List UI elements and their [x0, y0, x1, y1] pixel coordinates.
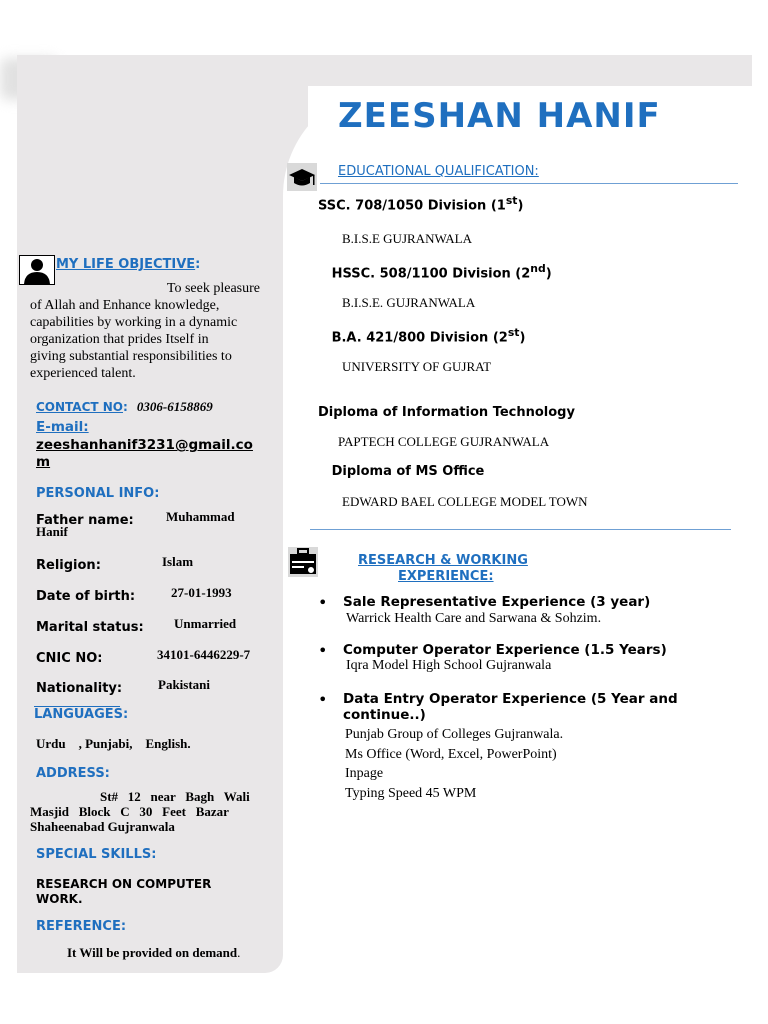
- personal-info-heading: PERSONAL INFO:: [36, 486, 160, 501]
- skills-heading: SPECIAL SKILLS:: [36, 847, 157, 862]
- candidate-name: ZEESHAN HANIF: [338, 96, 661, 136]
- education-heading: EDUCATIONAL QUALIFICATION:: [338, 164, 539, 179]
- education-institute: EDWARD BAEL COLLEGE MODEL TOWN: [342, 494, 588, 509]
- education-institute: B.I.S.E. GUJRANWALA: [342, 295, 476, 310]
- education-item: HSSC. 508/1100 Division (2nd): [331, 262, 552, 282]
- graduation-cap-icon: [287, 163, 317, 195]
- father-row: Father name: Muhammad: [36, 509, 235, 528]
- nationality-row: Nationality: Pakistani: [36, 677, 211, 696]
- education-institute: B.I.S.E GUJRANWALA: [342, 231, 472, 246]
- skills-text: RESEARCH ON COMPUTER WORK.: [36, 877, 212, 906]
- education-item: SSC. 708/1050 Division (1st): [318, 194, 524, 214]
- education-item: Diploma of Information Technology: [318, 405, 575, 420]
- bullet-icon: •: [318, 641, 328, 660]
- main-content-panel: [283, 86, 752, 1016]
- father-value-cont: Hanif: [36, 524, 68, 539]
- bullet-icon: •: [318, 690, 328, 709]
- languages-value: Urdu , Punjabi, English.: [36, 736, 191, 751]
- experience-heading: RESEARCH & WORKING EXPERIENCE:: [358, 553, 528, 584]
- address-heading: ADDRESS:: [36, 766, 110, 781]
- experience-title: Computer Operator Experience (1.5 Years): [343, 642, 667, 658]
- objective-heading: MY LIFE OBJECTIVE:: [56, 257, 201, 272]
- education-item: B.A. 421/800 Division (2st): [331, 326, 526, 346]
- marital-row: Marital status: Unmarried: [36, 616, 237, 635]
- experience-title: Data Entry Operator Experience (5 Year and continue..): [343, 691, 678, 723]
- objective-text: To seek pleasure of Allah and Enhance knowledge, capabilities by working in a dynamic organization that prides Itself in giving substantial responsibilities to experienced talent.: [30, 281, 260, 381]
- experience-divider: [310, 529, 731, 530]
- email-link[interactable]: zeeshanhanif3231@gmail.co m: [36, 437, 253, 470]
- dob-row: Date of birth: 27-01-1993: [36, 585, 232, 604]
- education-institute: PAPTECH COLLEGE GUJRANWALA: [338, 434, 550, 449]
- education-divider: [320, 183, 738, 184]
- contact-phone: 0306-6158869: [136, 399, 213, 414]
- address-text: St# 12 near Bagh Wali Masjid Block C 30 Feet Bazar Shaheenabad Gujranwala: [30, 789, 250, 834]
- experience-detail-list: Punjab Group of Colleges Gujranwala. Ms Office (Word, Excel, PowerPoint) Inpage Typing Speed 45 WPM: [345, 727, 564, 801]
- cnic-row: CNIC NO: 34101-6446229-7: [36, 647, 251, 666]
- languages-heading: LANGUAGES:: [34, 707, 129, 722]
- experience-title: Sale Representative Experience (3 year): [343, 594, 651, 610]
- reference-text: It Will be provided on demand.: [67, 945, 241, 960]
- education-institute: UNIVERSITY OF GUJRAT: [342, 359, 492, 374]
- bullet-icon: •: [318, 593, 328, 612]
- experience-detail: Iqra Model High School Gujranwala: [346, 658, 552, 673]
- experience-detail: Warrick Health Care and Sarwana & Sohzim.: [346, 611, 602, 626]
- email-label: E-mail:: [36, 419, 89, 435]
- contact-label: CONTACT NO: [36, 400, 124, 414]
- briefcase-icon: [288, 547, 318, 581]
- reference-heading: REFERENCE:: [36, 919, 127, 934]
- education-item: Diploma of MS Office: [331, 464, 485, 479]
- contact-row: CONTACT NO: 0306-6158869: [36, 399, 213, 414]
- religion-row: Religion: Islam: [36, 554, 194, 573]
